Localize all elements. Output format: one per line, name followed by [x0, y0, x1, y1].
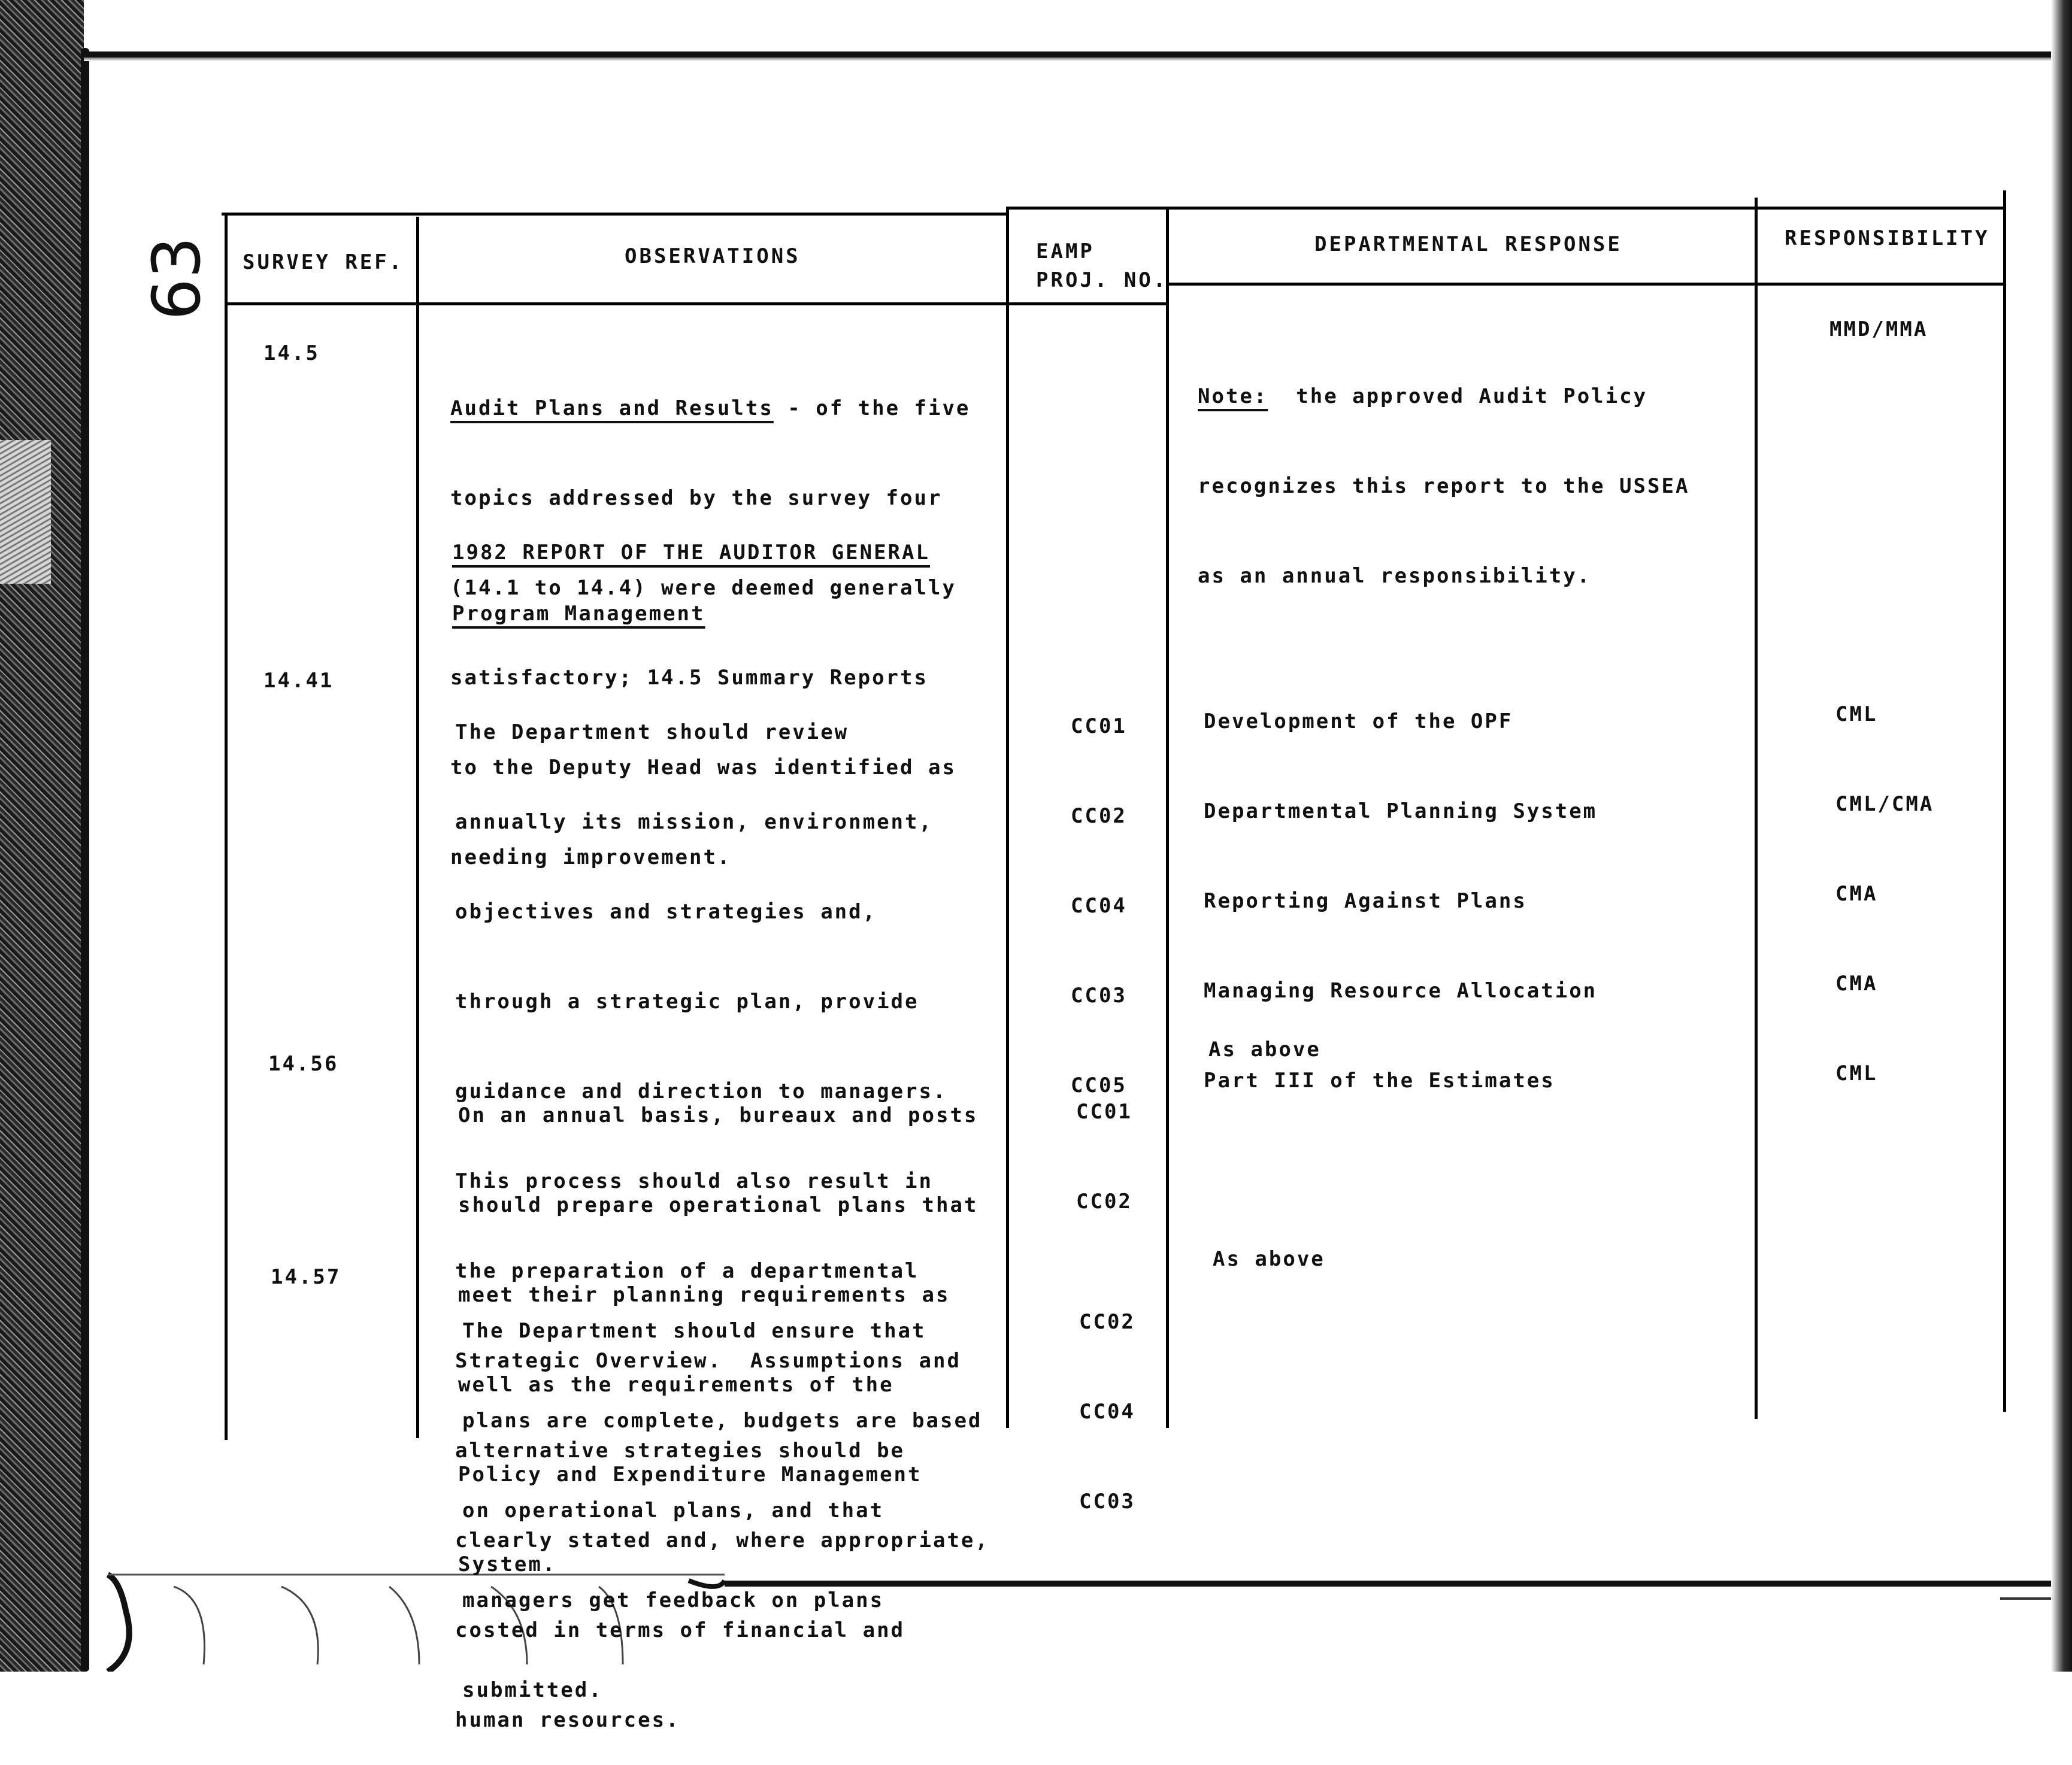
column-divider: [225, 216, 228, 1440]
header-bottom-rule: [228, 302, 1168, 305]
responsibility-codes: CML CML/CMA CMA CMA CML: [1835, 702, 1934, 1085]
responsibility-code: MMD/MMA: [1829, 317, 1928, 341]
survey-ref: 14.57: [271, 1265, 341, 1289]
header-observations: OBSERVATIONS: [625, 244, 801, 268]
column-divider: [416, 217, 419, 1438]
page-number: 63: [138, 236, 215, 320]
response-note-label: Note:: [1198, 384, 1268, 408]
section-heading: 1982 REPORT OF THE AUDITOR GENERAL: [452, 541, 930, 565]
header-eamp: EAMP: [1036, 239, 1095, 263]
survey-ref: 14.5: [263, 341, 320, 365]
subsection-heading: Program Management: [452, 602, 705, 626]
column-divider: [1006, 207, 1009, 1428]
table-top-rule: [222, 213, 1006, 216]
header-departmental-response: DEPARTMENTAL RESPONSE: [1314, 232, 1622, 256]
column-divider: [2003, 190, 2006, 1412]
response-text: As above: [1208, 1038, 1321, 1062]
observation-text: On an annual basis, bureaux and posts should prepare operational plans that meet their planning requirements as well as the requirements of the Policy and Expenditure Management System.: [458, 1103, 979, 1576]
response-text: Development of the OPF Departmental Planning System Reporting Against Plans Managing Resource Allocation Part III of the Estimates: [1204, 709, 1598, 1093]
eamp-codes: CC01 CC02: [1076, 1100, 1132, 1214]
column-divider: [1755, 198, 1758, 1419]
observation-heading: Audit Plans and Results: [450, 396, 774, 420]
observation-text: The Department should ensure that plans are complete, budgets are based on operational plans, and that managers get feedback on plans submitted.: [462, 1319, 983, 1702]
header-bottom-rule: [1168, 283, 2006, 286]
response-text: Note: the approved Audit Policy recognizes this report to the USSEA as an annual responsibility.: [1198, 384, 1690, 588]
survey-ref: 14.41: [263, 669, 334, 693]
header-survey-ref: SURVEY REF.: [243, 250, 404, 274]
response-text: As above: [1213, 1247, 1325, 1271]
header-responsibility: RESPONSIBILITY: [1785, 226, 1990, 250]
observation-text: Audit Plans and Results - of the five topics addressed by the survey four (14.1 to 14.4) were deemed generally satisfactory; 14.5 Summary Reports to the Deputy Head was identified as needing improvement.: [450, 396, 971, 869]
eamp-codes: CC02 CC04 CC03: [1079, 1310, 1135, 1514]
eamp-codes: CC01 CC02 CC04 CC03 CC05: [1071, 714, 1127, 1097]
column-divider: [1166, 207, 1169, 1428]
survey-ref: 14.56: [268, 1052, 339, 1076]
table-top-rule: [1006, 207, 2006, 210]
header-proj-no: PROJ. NO.: [1036, 268, 1168, 292]
observation-text: The Department should review annually its mission, environment, objectives and strategies and, through a strategic plan, provide guidance and direction to managers. This process should also result in the preparation of a departmental Strategic Overview. Assumptions and alternative strategies should be clearly stated and, where appropriate, costed in terms of financial and human resources.: [455, 720, 989, 1732]
